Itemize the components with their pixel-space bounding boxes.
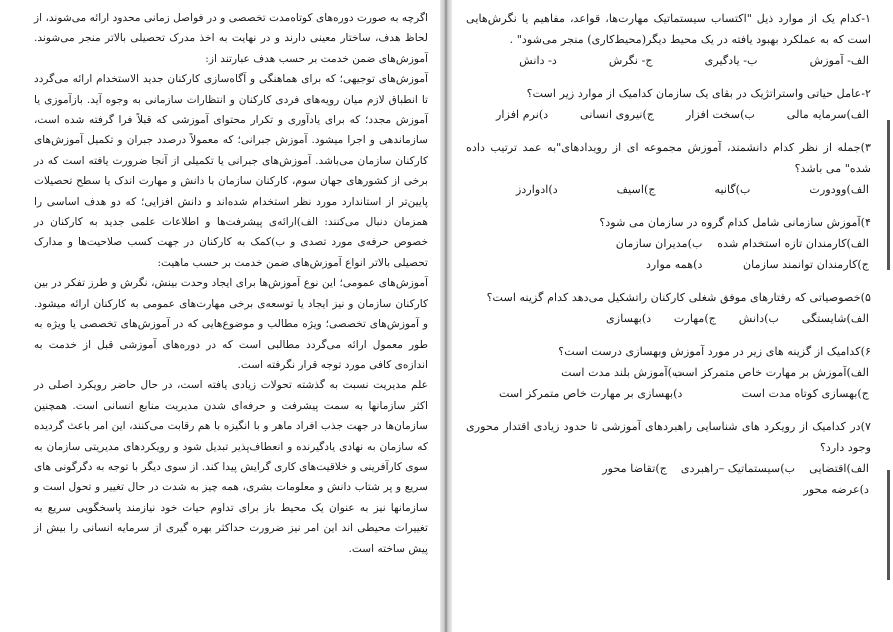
option-a: الف)وودورت <box>809 183 869 196</box>
option-a: الف- آموزش <box>809 54 869 67</box>
page-edge-mark-upper <box>887 120 890 270</box>
option-b: ب)گانیه <box>714 183 751 196</box>
option-b: ب)سخت افزار <box>685 108 756 121</box>
option-d: د)عرضه محور <box>803 483 869 496</box>
page-edge-mark-lower <box>887 470 890 580</box>
right-page <box>452 0 893 632</box>
option-c: ج)تقاضا محور <box>602 462 667 475</box>
option-c: ج)نیروی انسانی <box>580 108 655 121</box>
paragraph-purpose-types: آموزش‌های توجیهی؛ که برای هماهنگی و آگاه‌سازی کارکنان جدید الاستخدام ارائه می‌گردد تا انطباق لازم میان رویه‌های فردی کارکنان و انتظارات سازمانی به وجوه آید. بازآموزی یا آموزش مجدد؛ که برای یادآوری و تکرار محتوای آموزشی که قبلاً فرا گرفته شده است، سازماندهی و اجرا میشود. آموزش جبرانی؛ که معمولاً درصدد جبران و تکمیل آموزش‌های کارکنان سازمان می‌باشد. آموزش‌های جبرانی یا تکمیلی از آنجا ضرورت یافته است که در برخی از کشورهای جهان سوم، کارکنان سازمان با دانش و مهارت اندک یا سطح تحصیلات پایین‌تر از استاندارد مورد نظر استخدام شده‌اند و دانش افزایی؛ که دو هدف اساسی را همزمان دنبال می‌کنند: الف)ارائه‌ی پیشرفت‌ها و اطلاعات علمی جدید به کارکنان در خصوص حرفه‌ی مورد تصدی و ب)کمک به کارکنان در جهت کسب صلاحیت‌ها و مدارک تحصیلی بالاتر انواع آموزش‌های ضمن خدمت بر حسب ماهیت: <box>34 73 428 269</box>
option-a: الف)کارمندان تازه استخدام شده <box>717 237 869 250</box>
option-d: د- دانش <box>519 54 557 67</box>
option-c: ج)مهارت <box>673 312 716 325</box>
question-4 <box>466 212 871 275</box>
question-5 <box>466 287 871 329</box>
left-page <box>0 0 440 632</box>
paragraph-intro: اگرچه به صورت دوره‌های کوتاه‌مدت تخصصی و در فواصل زمانی محدود ارائه می‌شوند، از لحاظ هدف، ساختار معینی دارند و در نهایت به اخذ مدرک تحصیلی بالاتر منجر می‌شوند. آموزش‌های ضمن خدمت بر حسب هدف عبارتند از: <box>34 12 428 65</box>
option-d: د)ادواردز <box>516 183 558 196</box>
question-stem: ۲-عامل حیاتی واستراتژیک در بقای یک سازمان کدامیک از موارد زیر است؟ <box>526 87 871 100</box>
option-d: د)نرم افزار <box>496 108 549 121</box>
paragraph-nature-types: آموزش‌های عمومی؛ این نوع آموزش‌ها برای ایجاد وحدت بینش، نگرش و طرز تفکر در بین کارکنان سازمان و نیز ایجاد یا توسعه‌ی برخی مهارت‌های عمومی به کارکنان ارائه میشود. و آموزش‌های تخصصی؛ ویژه مطالب و موضوع‌هایی که در آموزش‌های تخصصی یا ویژه به طور معمول ارائه می‌گردد مطالبی است که در دوره‌های آموزشی قبل از خدمت به اندازه‌ی کافی مورد توجه قرار نگرفته است. <box>34 277 428 371</box>
question-stem: ۷)در کدامیک از رویکرد های شناسایی راهبردهای آموزشی تا حدود زیادی اقتدار محوری وجود دارد؟ <box>466 420 871 454</box>
option-d: د)بهسازی بر مهارت خاص متمرکز است <box>498 387 683 400</box>
option-d: د)همه موارد <box>645 258 703 271</box>
question-stem: ۶)کدامیک از گزینه های زیر در مورد آموزش وبهسازی درست است؟ <box>558 345 871 358</box>
option-b: ب)دانش <box>738 312 780 325</box>
option-c: ج)کارمندان توانمند سازمان <box>742 258 869 271</box>
paragraph-management-science: علم مدیریت نسبت به گذشته تحولات زیادی یافته است، در حال حاضر رویکرد اصلی در اکثر سازمانها به سمت پیشرفت و حرفه‌ای شدن مدیریت منابع انسانی است. همچنین سازمان‌ها در جهت جذب افراد ماهر و با انگیزه با هم رقابت می‌کنند، این امر باعث گردیده که سازمان به نهادی یادگیرنده و انعطاف‌پذیر تبدیل شود و رویکردهای مدیریتی سازمان به سوی کارآفرینی و خلاقیت‌های کاری گرایش پیدا کند. از سوی دیگر با توجه به دگرگونی های سریع و پر شتاب دانش و معلومات بشری، همه چیز به شدت در حال تغییر و تحول است و سازمانها نیز به عنوان یک محیط باز برای تداوم حیات خود نیازمند پاسخگویی سریع به تغییرات محیطی اند این امر نیز ضرورت حداکثر بهره گیری از سرمایه انسانی را بیش از پیش ساخته است. <box>34 379 428 555</box>
option-b: ب)سیستماتیک –راهبردی <box>680 462 796 475</box>
book-gutter <box>440 0 452 632</box>
option-c: ج)بهسازی کوتاه مدت است <box>741 387 869 400</box>
question-stem: ۴)آموزش سازمانی شامل کدام گروه در سازمان می شود؟ <box>599 216 871 229</box>
question-stem: ۳)جمله از نظر کدام دانشمند، آموزش مجموعه ای از رویدادهای"به عمد ترتیب داده شده" می باشد؟ <box>466 141 871 175</box>
option-a: الف)شایستگی <box>801 312 869 325</box>
question-7 <box>466 416 871 500</box>
options-grid <box>466 362 871 404</box>
question-1 <box>466 8 871 71</box>
question-3 <box>466 137 871 200</box>
option-b: ب- یادگیری <box>704 54 758 67</box>
option-a: الف)اقتضایی <box>809 462 869 475</box>
option-c: ج)اسیف <box>616 183 656 196</box>
option-c: ج- نگرش <box>608 54 653 67</box>
options-row <box>466 50 871 71</box>
options-row <box>466 179 871 200</box>
option-b: ب)مدیران سازمان <box>615 237 703 250</box>
option-a: الف)سرمایه مالی <box>786 108 869 121</box>
question-6 <box>466 341 871 404</box>
question-2 <box>466 83 871 125</box>
question-stem: ۵)خصوصیاتی که رفتارهای موفق شغلی کارکنان راتشکیل می‌دهد کدام گزینه است؟ <box>486 291 871 304</box>
options-row <box>466 458 871 500</box>
option-b: ب)آموزش بلند مدت است <box>561 366 683 379</box>
options-grid <box>466 233 871 275</box>
option-a: الف)آموزش بر مهارت خاص متمرکز است <box>674 366 869 379</box>
question-stem: ۱-کدام یک از موارد ذیل "اکتساب سیستماتیک مهارت‌ها، قواعد، مفاهیم یا نگرش‌هایی است که به عملکرد بهبود یافته در یک محیط دیگر(محیط‌کاری) منجر می‌شود" . <box>466 12 871 46</box>
option-d: د)بهسازی <box>606 312 652 325</box>
options-row <box>466 308 871 329</box>
options-row <box>466 104 871 125</box>
